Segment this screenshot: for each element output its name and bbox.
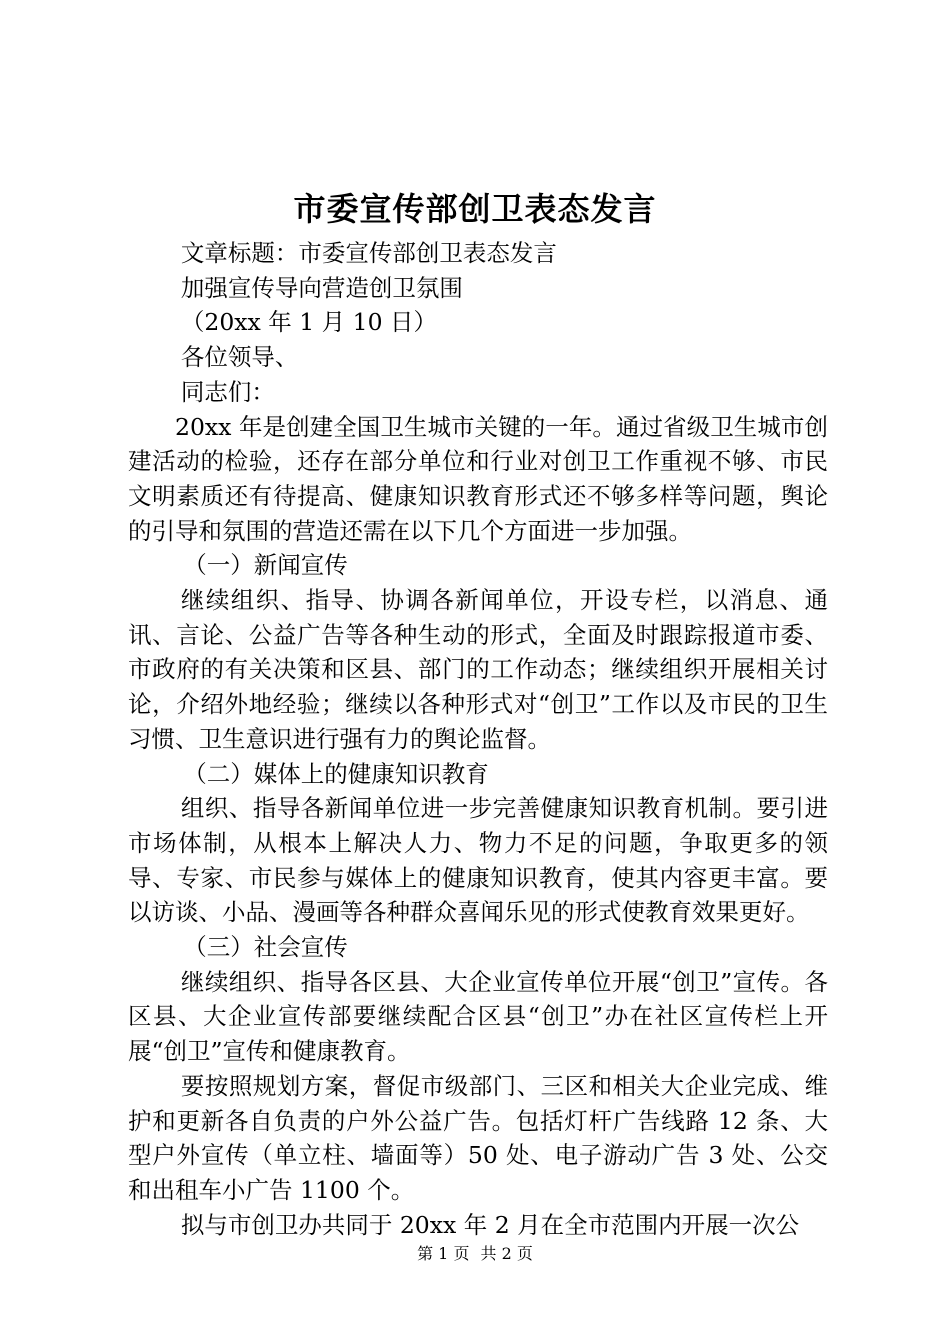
page-footer <box>0 1242 950 1266</box>
document-title: 市委宣传部创卫表态发言 <box>293 190 657 228</box>
body-paragraph: 继续组织、指导各区县、大企业宣传单位开展“创卫”宣传。各区县、大企业宣传部要继续配合区县“创卫”办在社区宣传栏上开展“创卫”宣传和健康教育。 <box>128 967 828 1066</box>
section-heading: （二）媒体上的健康知识教育 <box>183 759 489 788</box>
body-paragraph: 要按照规划方案，督促市级部门、三区和相关大企业完成、维护和更新各自负责的户外公益广告。包括灯杆广告线路 12 条、大型户外宣传（单立柱、墙面等）50 处、电子游动广告 3 处、公交和出租车小广告 1100 个。 <box>128 1071 828 1204</box>
page-number: 第 1 页 <box>417 1244 470 1263</box>
document-body <box>128 236 828 1242</box>
page-total: 共 2 页 <box>480 1244 533 1263</box>
date-line: （20xx 年 1 月 10 日） <box>180 308 437 337</box>
body-paragraph: 组织、指导各新闻单位进一步完善健康知识教育机制。要引进市场体制，从根本上解决人力、物力不足的问题，争取更多的领导、专家、市民参与媒体上的健康知识教育，使其内容更丰富。要以访谈、小品、漫画等各种群众喜闻乐见的形式使教育效果更好。 <box>128 794 828 927</box>
salutation-line: 同志们： <box>180 377 275 406</box>
salutation-line: 各位领导、 <box>180 343 299 372</box>
article-title-line: 文章标题：市委宣传部创卫表态发言 <box>180 239 557 267</box>
body-paragraph: 拟与市创卫办共同于 20xx 年 2 月在全市范围内开展一次公 <box>180 1210 800 1239</box>
subtitle-line: 加强宣传导向营造创卫氛围 <box>180 273 463 302</box>
section-heading: （三）社会宣传 <box>183 933 348 962</box>
body-paragraph: 继续组织、指导、协调各新闻单位，开设专栏，以消息、通讯、言论、公益广告等各种生动的形式，全面及时跟踪报道市委、市政府的有关决策和区县、部门的工作动态；继续组织开展相关讨论，介绍外地经验；继续以各种形式对“创卫”工作以及市民的卫生习惯、卫生意识进行强有力的舆论监督。 <box>128 586 828 753</box>
body-paragraph: 20xx 年是创建全国卫生城市关键的一年。通过省级卫生城市创建活动的检验，还存在部分单位和行业对创卫工作重视不够、市民文明素质还有待提高、健康知识教育形式还不够多样等问题，舆论的引导和氛围的营造还需在以下几个方面进一步加强。 <box>128 412 828 545</box>
section-heading: （一）新闻宣传 <box>183 551 348 580</box>
